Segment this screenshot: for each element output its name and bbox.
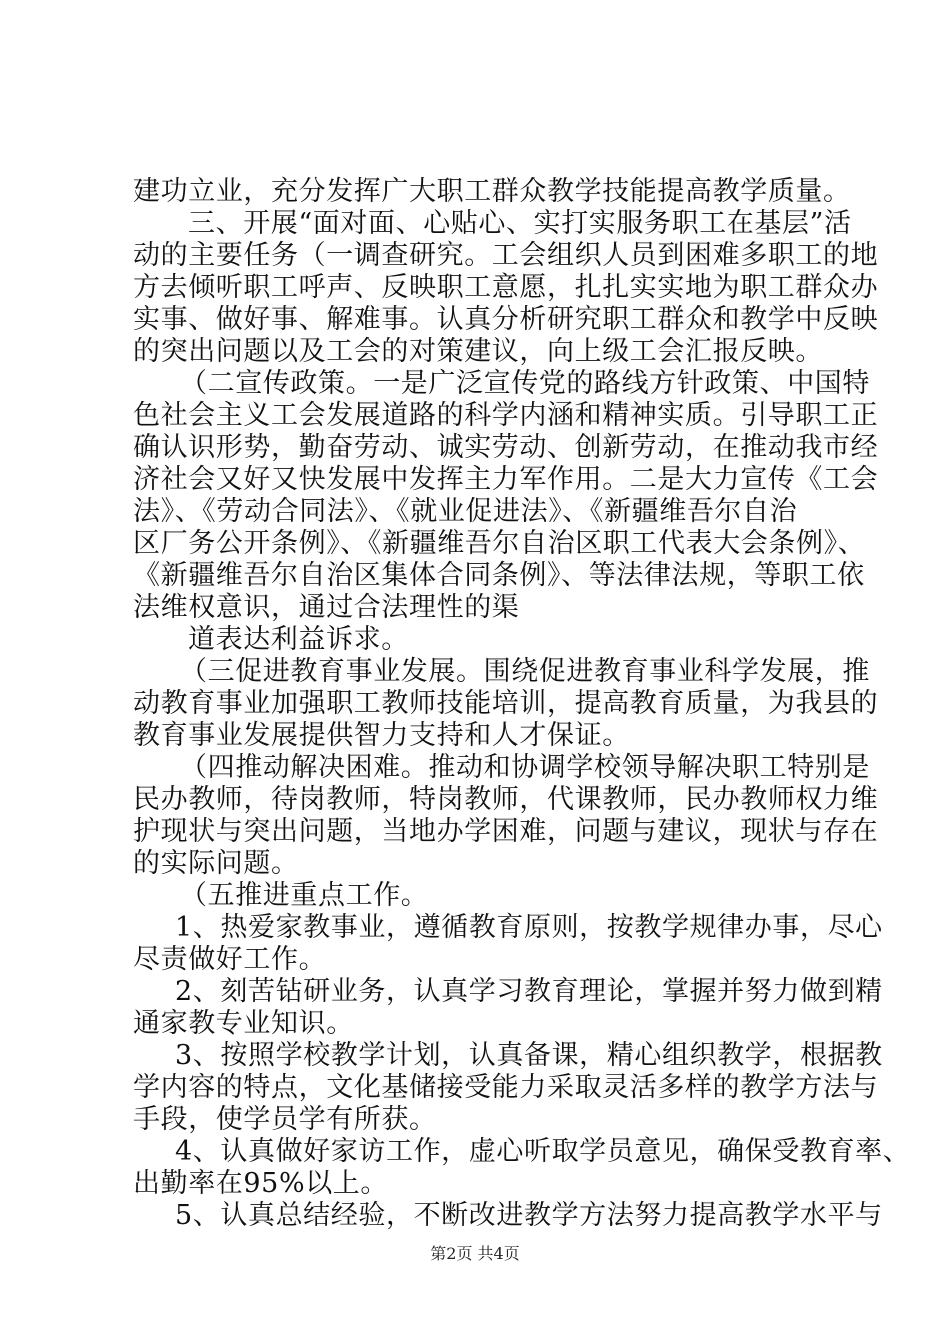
- text-line: 护现状与突出问题，当地办学困难，问题与建议，现状与存在: [133, 816, 879, 847]
- text-line: （四推动解决困难。推动和协调学校领导解决职工特别是: [180, 752, 870, 783]
- text-line: 教育事业发展提供智力支持和人才保证。: [133, 720, 630, 751]
- text-line: 区厂务公开条例》、《新疆维吾尔自治区职工代表大会条例》、: [133, 528, 866, 559]
- text-line: 三、开展“面对面、心贴心、实打实服务职工在基层”活: [188, 208, 852, 239]
- text-line: 实事、做好事、解难事。认真分析研究职工群众和教学中反映: [133, 304, 879, 335]
- page-number-footer: 第2页 共4页: [430, 1244, 520, 1263]
- text-line: 学内容的特点，文化基储接受能力采取灵活多样的教学方法与: [133, 1072, 879, 1103]
- text-line: 济社会又好又快发展中发挥主力军作用。二是大力宣传《工会: [133, 464, 879, 495]
- text-line: 法维权意识，通过合法理性的渠: [133, 592, 520, 623]
- text-line: 的实际问题。: [133, 848, 299, 879]
- text-line: 1、热爱家教事业，遵循教育原则，按教学规律办事，尽心: [175, 912, 883, 943]
- text-line: 民办教师，待岗教师，特岗教师，代课教师，民办教师权力维: [133, 784, 879, 815]
- text-line: 《新疆维吾尔自治区集体合同条例》、等法律法规，等职工依: [133, 560, 865, 591]
- text-line: 道表达利益诉求。: [188, 624, 409, 655]
- text-line: （三促进教育事业发展。围绕促进教育事业科学发展，推: [180, 656, 870, 687]
- text-line: 4、认真做好家访工作，虚心听取学员意见，确保受教育率、: [175, 1136, 911, 1167]
- text-line: 通家教专业知识。: [133, 1008, 354, 1039]
- text-line: 建功立业，充分发挥广大职工群众教学技能提高教学质量。: [133, 176, 851, 207]
- text-line: 动教育事业加强职工教师技能培训，提高教育质量，为我县的: [133, 688, 879, 719]
- text-line: 出勤率在95%以上。: [133, 1168, 389, 1199]
- text-line: 色社会主义工会发展道路的科学内涵和精神实质。引导职工正: [133, 400, 879, 431]
- text-line: 3、按照学校教学计划，认真备课，精心组织教学，根据教: [175, 1040, 883, 1071]
- text-line: （五推进重点工作。: [180, 880, 429, 911]
- text-line: 方去倾听职工呼声、反映职工意愿，扎扎实实地为职工群众办: [133, 272, 879, 303]
- text-line: 的突出问题以及工会的对策建议，向上级工会汇报反映。: [133, 336, 823, 367]
- text-line: 法》、《劳动合同法》、《就业促进法》、《新疆维吾尔自治: [133, 496, 798, 527]
- text-line: 确认识形势，勤奋劳动、诚实劳动、创新劳动，在推动我市经: [133, 432, 879, 463]
- text-line: 尽责做好工作。: [133, 944, 327, 975]
- text-line: 5、认真总结经验，不断改进教学方法努力提高教学水平与: [175, 1200, 883, 1231]
- text-line: （二宣传政策。一是广泛宣传党的路线方针政策、中国特: [180, 368, 870, 399]
- text-line: 动的主要任务（一调查研究。工会组织人员到困难多职工的地: [133, 240, 879, 271]
- text-line: 手段，使学员学有所获。: [133, 1104, 437, 1135]
- text-line: 2、刻苦钻研业务，认真学习教育理论，掌握并努力做到精: [175, 976, 883, 1007]
